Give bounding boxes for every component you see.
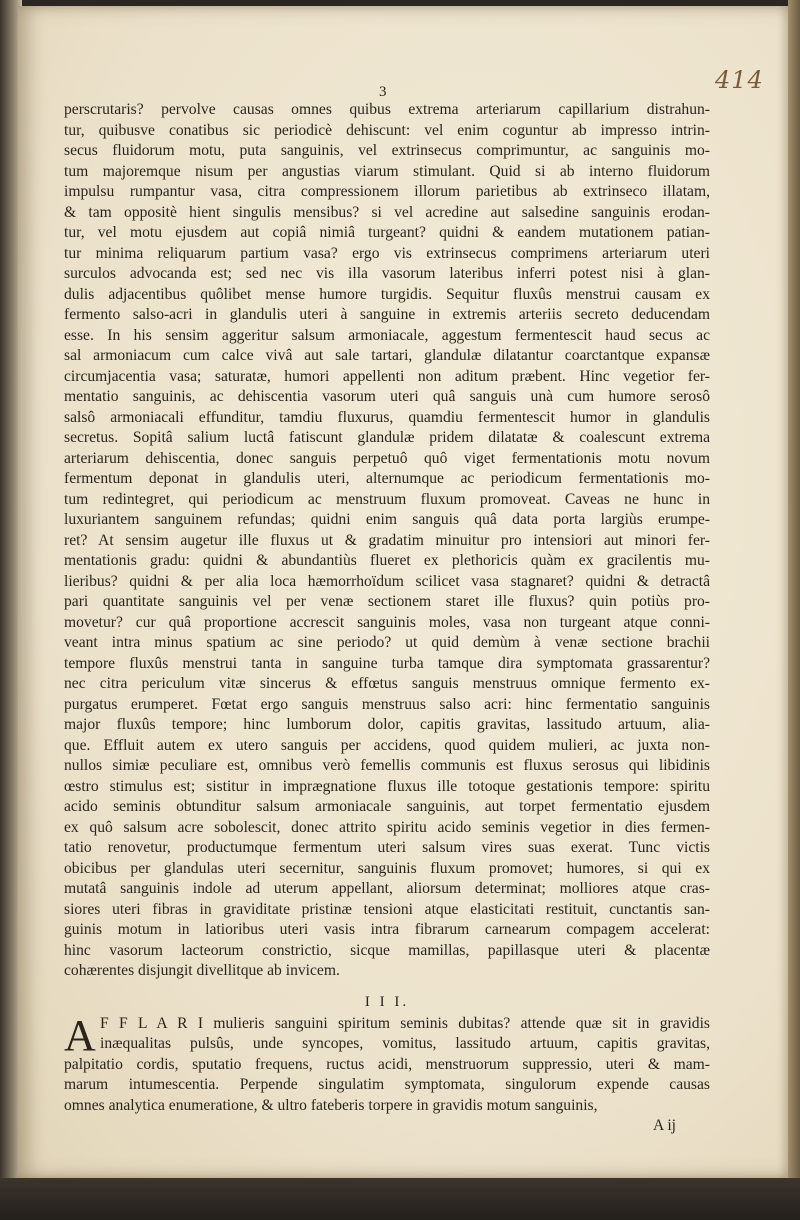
text-line: sal armoniacum cum calce vivâ aut sale tartari, glandulæ dilatantur coarctantque expansæ bbox=[64, 347, 710, 364]
text-line: dulis adjacentibus quôlibet mense humore turgidis. Sequitur fluxûs menstrui causam ex bbox=[64, 285, 710, 303]
text-line: obicibus per glandulas uteri secernitur, sanguinis fluxum promovet; humores, si qui ex bbox=[64, 859, 710, 877]
text-line: lieribus? quidni & per alia loca hæmorrhoïdum scilicet vasa stagnaret? quidni & detractâ bbox=[64, 572, 710, 590]
text-line: arteriarum dehiscentia, donec sanguis perpetuô quô viget fermentationis motu novum bbox=[64, 449, 710, 467]
text-line: tatio renovetur, productumque fermentum uteri salsum vires suas exerat. Tunc victis bbox=[64, 839, 710, 856]
text-line: que. Effluit autem ex utero sanguis per accidens, quod quidem mulieri, ac juxta non- bbox=[64, 736, 710, 754]
text-line: secretus. Sopitâ salium luctâ fatiscunt glandulæ pridem dilatatæ & coalescunt extrema bbox=[64, 429, 710, 446]
text-line: inæqualitas pulsûs, unde syncopes, vomitus, lassitudo artuum, capitis gravitas, bbox=[100, 1035, 710, 1052]
text-line: surculos advocanda est; sed nec vis illa vasorum lateribus inferri potest nisi à glan- bbox=[64, 265, 710, 282]
text-line: tum majoremque nisum per angustias viarum stimulant. Quid si ab interno fluidorum bbox=[64, 162, 710, 180]
text-line: tum redintegret, qui periodicum ac menstruum fluxum promoveat. Caveas ne hunc in bbox=[64, 490, 710, 508]
text-line: circumjacentia vasa; saturatæ, humori appellenti non aditum præbent. Hinc vegetior fer- bbox=[64, 367, 710, 385]
text-line: tur, quibusve conatibus sic periodicè dehiscunt: vel enim coguntur ab impresso intrin- bbox=[64, 121, 710, 139]
text-line: palpitatio cordis, sputatio frequens, ructus acidi, menstruorum suppressio, uteri & mam- bbox=[64, 1055, 710, 1073]
text-line: esse. In his sensim aggeritur salsum armoniacale, aggestum fermentescit haud secus ac bbox=[64, 326, 710, 344]
text-line: movetur? cur quâ proportione accrescit sanguinis moles, vasa non turgeant atque conni- bbox=[64, 613, 710, 631]
drop-cap: A bbox=[64, 1010, 96, 1060]
text-line: luxuriantem sanguinem refundas; quidni enim sanguis quâ data porta largiùs erumpe- bbox=[64, 511, 710, 528]
text-line: cohærentes disjungit divellitque ab invicem. bbox=[64, 962, 340, 979]
text-line: marum intumescentia. Perpende singulatim symptomata, singulorum expende causas bbox=[64, 1076, 710, 1093]
text-line: tempore fluxûs menstrui tanta in sanguine turba tamque dira symptomata grassarentur? bbox=[64, 654, 710, 672]
page-bottom-shadow bbox=[0, 1178, 800, 1220]
text-line: guinis motum in latioribus uteri vasis intra fibrarum carnearum compagem accelerat: bbox=[64, 921, 710, 938]
text-line: purgatus erumperet. Fœtat ergo sanguis menstruus salso acri: hinc fermentatio sanguinis bbox=[64, 695, 710, 713]
paragraph-2-lines bbox=[64, 1010, 710, 1117]
text-line: acido seminis obtunditur salsum armoniacale sanguinis, aut torpet fermentatio ejusdem bbox=[64, 798, 710, 815]
text-line: mentatio sanguinis, ac dehiscentia vasorum uteri quâ sanguis unà cum humore serosô bbox=[64, 388, 710, 405]
text-line: F F L A R I mulieris sanguini spiritum seminis dubitas? attende quæ sit in gravidis bbox=[100, 1014, 710, 1032]
signature-mark: A ij bbox=[653, 1117, 676, 1134]
text-line: omnes analytica enumeratione, & ultro fateberis torpere in gravidis motum sanguinis, bbox=[64, 1096, 598, 1114]
text-line: pari quantitate sanguinis vel per venæ sectionem staret ille fluxus? quin potiùs pro- bbox=[64, 593, 710, 610]
text-line: tur minima reliquarum partium vasa? ergo vis extrinsecus comprimens arteriarum uteri bbox=[64, 244, 710, 262]
text-line: hinc vasorum lacteorum constrictio, sicque mamillas, papillasque uteri & placentæ bbox=[64, 941, 710, 959]
text-line: nullos simiæ peculiare est, omnibus verò femellis communis est fluxus serosus qui libidinis bbox=[64, 757, 710, 774]
text-line: perscrutaris? pervolve causas omnes quibus extrema arteriarum capillarium distrahun- bbox=[64, 101, 710, 118]
text-line: tur, vel motu ejusdem aut copiâ nimiâ turgeant? quidni & eandem mutationem patian- bbox=[64, 224, 710, 241]
section-heading: I I I. bbox=[364, 993, 410, 1010]
handwritten-folio-number: 414 bbox=[715, 66, 764, 94]
text-line: & tam oppositè hient singulis mensibus? si vel acredine aut salsedine sanguinis erodan- bbox=[64, 203, 710, 221]
text-line: impulsu rumpantur vasa, citra compressionem illorum parietibus ab extrinseco illatam, bbox=[64, 183, 710, 200]
text-line: ret? At sensim augetur ille fluxus ut & gradatim minuitur pro intensiori aut minori fer- bbox=[64, 531, 710, 549]
text-line: nec citra periculum vitæ sincerus & effœtus sanguis menstruus omnique fermento ex- bbox=[64, 675, 710, 692]
page-edge bbox=[788, 0, 800, 1220]
text-line: mutatâ sanguinis indole ad uterum appellant, aliorsum determinat; molliores atque cras- bbox=[64, 880, 710, 897]
text-line: secus fluidorum motu, puta sanguinis, vel extrinsecus comprimuntur, ac sanguinis mo- bbox=[64, 142, 710, 159]
text-line: fermentum deponat in glandulis uteri, alternumque ac periodicum fermentationis mo- bbox=[64, 470, 710, 487]
text-line: mentationis gradu: quidni & abundantiùs flueret ex plethoricis quàm ex gracilentis mu- bbox=[64, 552, 710, 569]
text-line: veant intra minus spatium ac sine periodo? ut quid demùm à venæ sectione brachii bbox=[64, 634, 710, 651]
text-line: salsô armoniacali effunditur, tamdiu fluxurus, quamdiu fermentescit humor in glandulis bbox=[64, 408, 710, 426]
page-number: 3 bbox=[379, 84, 387, 100]
text-line: siores uteri fibras in graviditate pristinæ tensioni atque elasticitati restituit, cunctantis san- bbox=[64, 900, 710, 918]
text-line: major fluxûs tempore; hinc lumborum dolor, capitis gravitas, lassitudo artuum, alia- bbox=[64, 716, 710, 733]
paragraph-2 bbox=[64, 1010, 710, 1117]
text-block bbox=[64, 100, 710, 1136]
text-line: œstro stimulus est; sistitur in imprægnatione fluxus ille totoque gestationis tempore: spiritu bbox=[64, 777, 710, 795]
text-line: ex quô salsum acre sobolescit, donec attrito spiritu acido seminis vegetior in dies fermen- bbox=[64, 818, 710, 836]
text-line: fermento salso-acri in glandulis uteri à sanguine in extremis arteriis secreto deducendam bbox=[64, 306, 710, 323]
paragraph-1 bbox=[64, 100, 710, 982]
